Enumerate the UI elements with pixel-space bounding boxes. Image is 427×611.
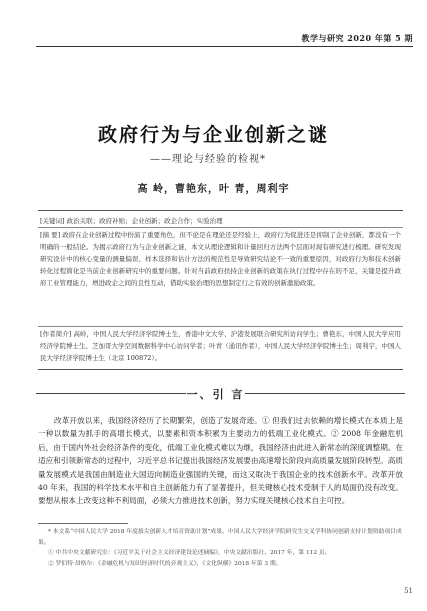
author-info: [作者简介] 高岭，中国人民大学经济学院博士生，香港中文大学、沪港发展联合研究所访问学生；曹艳东，中国人民大学应用经济学院博士生、芝加哥大学空间数据科学中心访问学者；叶青（通讯作者），中国人民大学经济学院博士生；周利宇，中国人民大学经济学院博士生（北京 100872）。 [40, 330, 401, 362]
footnote-1: ① 中共中央文献研究室：《习近平关于社会主义经济建设论述摘编》，中央文献出版社，2017 年，第 112 页。 [48, 550, 331, 556]
abstract-summary: [摘 要] 政府在企业创新过程中扮演了重要角色，但不论是在理论还是经验上，政府行为促进还是抑制了企业创新，都没有一个明确的一般结论。为揭示政府行为与企业创新之谜，本文从理论逻辑和计量回归方法两个层面对现有研究进行梳理。研究发现研究设计中的核心变量的测量偏误、样本选择和估计方法的规范性是导致研究结论不一致的重要原因，对政府行为和技术创新转化过程简化是当前企业创新研究中的重要问题。针对当前政府扶持企业创新的政策在执行过程中存在的不足，关键是提升政府工业管理能力，增进政企之间的良性互动，借助实验治理的思想制定行之有效的创新激励政策。 [40, 231, 401, 287]
section-rule-right [245, 393, 405, 394]
journal-issue-label: 教学与研究 2020 年第 5 期 [301, 33, 413, 43]
article-title: 政府行为与企业创新之谜 [97, 124, 329, 146]
header-rule [36, 46, 413, 47]
abstract-divider [38, 227, 403, 228]
abstract-box [38, 210, 403, 370]
keywords: [关键词] 政治关联；政府补贴；企业创新；政企合作；实验治理 [40, 217, 223, 225]
article-subtitle: ——理论与经验的检视* [150, 154, 266, 165]
section-rule-left [36, 393, 186, 394]
footnote-2: ② 罗伯特·昂格尔：《金融危机与知识经济时代的旁观主义》，《文化纵横》2018 年第 3 期。 [48, 560, 282, 567]
page-number: 51 [404, 587, 413, 595]
footnotes [38, 527, 403, 569]
author-list: 高 岭，曹艳东，叶 青，周利宇 [137, 184, 290, 195]
footnote-rule [38, 523, 128, 524]
running-header [36, 33, 413, 47]
body-paragraph: 改革开放以来，我国经济经历了长期繁荣，创造了发展奇迹。① 但我们过去依赖的增长模式在本质上是一种以数量为抓手的高增长模式，以要素和资本积累为主要动力的低端工业化模式。② 2008 年金融危机后，由于国内外社会经济条件的变化，低端工业化模式难以为继，我国经济由此进入新常态的深度调整期。在适应和引领新常态的过程中，习近平总书记提出我国经济发展要由高速增长阶段向高质量发展阶段转型。高质量发展模式是我国由制造业大国迈向制造业强国的关键，而这又取决于我国企业的技术创新水平。改革开放 40 年来，我国的科学技术水平和自主创新能力有了显著提升，但关键核心技术受制于人的局面仍没有改变。要想从根本上改变这种不利局面，必须大力推进技术创新，努力实现关键核心技术自主可控。 [38, 416, 403, 506]
abstract-divider [38, 326, 403, 327]
section-title: 一、引 言 [186, 388, 245, 401]
section-heading [0, 385, 427, 401]
footnote-funding: * 本文系“中国人民大学 2018 年度拔尖创新人才培育资助计划”成果、中国人民大学经济学院研究生交叉学科协同创新支持计划资助项目成果。 [38, 529, 402, 546]
